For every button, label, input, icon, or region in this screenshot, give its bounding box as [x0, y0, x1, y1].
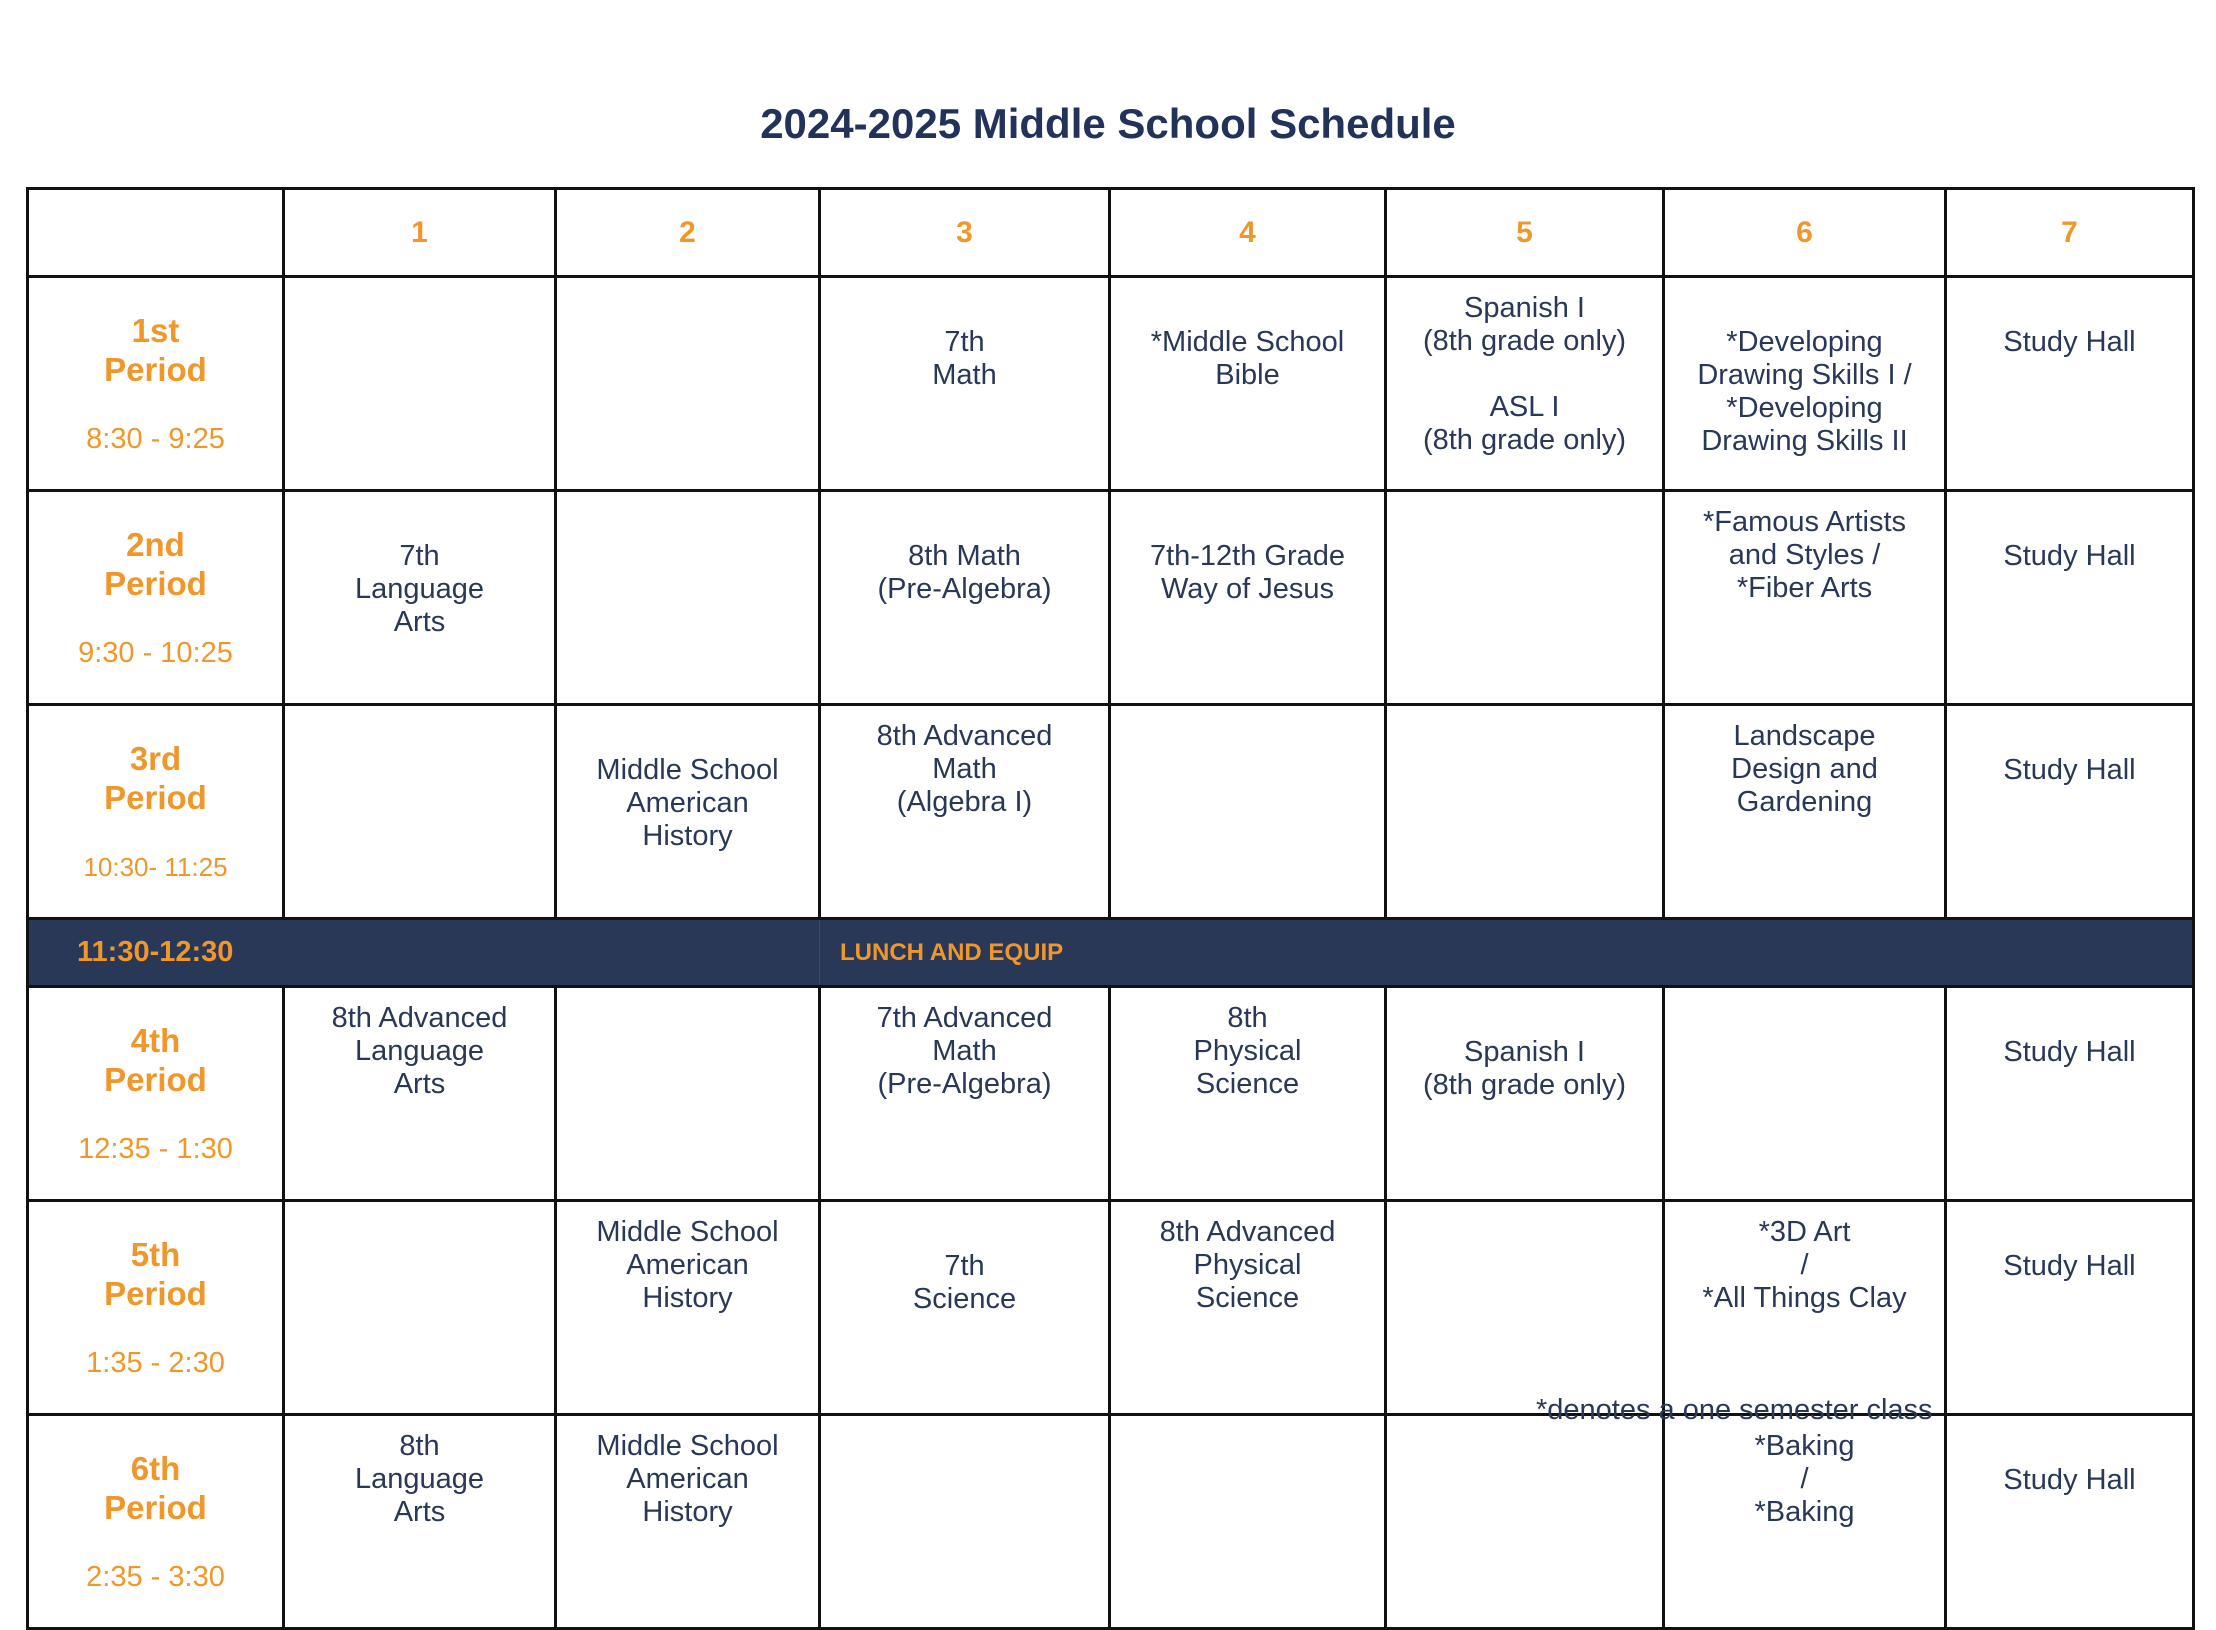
class-cell [556, 491, 820, 705]
column-header: 4 [1110, 189, 1386, 277]
period-label-cell [28, 277, 284, 491]
class-cell [820, 1415, 1110, 1629]
class-cell: 7th Language Arts [284, 491, 556, 705]
class-cell: Study Hall [1946, 277, 2194, 491]
period-label-cell [28, 491, 284, 705]
period-label-cell [28, 1201, 284, 1415]
lunch-label: LUNCH AND EQUIP [820, 919, 2194, 987]
class-cell [1386, 705, 1664, 919]
class-cell: Middle School American History [556, 705, 820, 919]
class-cell [1386, 1201, 1664, 1415]
class-cell [284, 277, 556, 491]
class-cell [1110, 705, 1386, 919]
period-name: 4th Period [104, 1022, 207, 1098]
class-cell: Study Hall [1946, 987, 2194, 1201]
footnote: *denotes a one semester class [1536, 1394, 1933, 1426]
lunch-time: 11:30-12:30 [28, 919, 820, 987]
class-cell: *Middle School Bible [1110, 277, 1386, 491]
class-cell [1386, 1415, 1664, 1629]
class-cell: 8th Math (Pre-Algebra) [820, 491, 1110, 705]
class-cell: *Famous Artists and Styles / *Fiber Arts [1664, 491, 1946, 705]
column-header: 1 [284, 189, 556, 277]
period-name: 3rd Period [104, 740, 207, 816]
class-cell: Middle School American History [556, 1201, 820, 1415]
column-header: 7 [1946, 189, 2194, 277]
period-time: 2:35 - 3:30 [86, 1561, 225, 1593]
class-cell [1664, 987, 1946, 1201]
class-cell: Spanish I (8th grade only) [1386, 987, 1664, 1201]
period-name: 5th Period [104, 1236, 207, 1312]
class-cell: 7th Science [820, 1201, 1110, 1415]
class-cell [556, 277, 820, 491]
class-cell: *3D Art / *All Things Clay [1664, 1201, 1946, 1415]
class-cell: Spanish I (8th grade only) ASL I (8th grade only) [1386, 277, 1664, 491]
header-row [28, 189, 2194, 277]
period-name: 6th Period [104, 1450, 207, 1526]
class-cell [284, 705, 556, 919]
period-label-cell [28, 987, 284, 1201]
column-header: 2 [556, 189, 820, 277]
period-name: 2nd Period [104, 526, 207, 602]
period-time: 1:35 - 2:30 [86, 1347, 225, 1379]
period-time: 8:30 - 9:25 [86, 423, 225, 455]
class-cell [1110, 1415, 1386, 1629]
class-cell: 7th Advanced Math (Pre-Algebra) [820, 987, 1110, 1201]
class-cell: *Developing Drawing Skills I / *Developing Drawing Skills II [1664, 277, 1946, 491]
period-name: 1st Period [104, 312, 207, 388]
class-cell: *Baking / *Baking [1664, 1415, 1946, 1629]
class-cell: 8th Physical Science [1110, 987, 1386, 1201]
period-time: 12:35 - 1:30 [78, 1133, 233, 1165]
class-cell [556, 987, 820, 1201]
period-row [28, 491, 2194, 705]
period-time: 9:30 - 10:25 [78, 637, 233, 669]
column-header: 6 [1664, 189, 1946, 277]
class-cell: Landscape Design and Gardening [1664, 705, 1946, 919]
column-header: 3 [820, 189, 1110, 277]
class-cell: 7th-12th Grade Way of Jesus [1110, 491, 1386, 705]
class-cell: Study Hall [1946, 1201, 2194, 1415]
class-cell [284, 1201, 556, 1415]
period-row [28, 277, 2194, 491]
period-label-cell [28, 705, 284, 919]
period-row [28, 1415, 2194, 1629]
class-cell: 8th Language Arts [284, 1415, 556, 1629]
class-cell [1386, 491, 1664, 705]
page-title: 2024-2025 Middle School Schedule [760, 100, 1456, 147]
class-cell: Study Hall [1946, 1415, 2194, 1629]
lunch-row [28, 919, 2194, 987]
class-cell: 8th Advanced Language Arts [284, 987, 556, 1201]
class-cell: 8th Advanced Math (Algebra I) [820, 705, 1110, 919]
period-row [28, 987, 2194, 1201]
class-cell: 7th Math [820, 277, 1110, 491]
class-cell: Study Hall [1946, 491, 2194, 705]
class-cell: Middle School American History [556, 1415, 820, 1629]
period-row [28, 1201, 2194, 1415]
class-cell: Study Hall [1946, 705, 2194, 919]
class-cell: 8th Advanced Physical Science [1110, 1201, 1386, 1415]
period-row [28, 705, 2194, 919]
period-time: 10:30- 11:25 [83, 852, 228, 882]
period-label-cell [28, 1415, 284, 1629]
column-header: 5 [1386, 189, 1664, 277]
header-corner-cell [28, 189, 284, 277]
